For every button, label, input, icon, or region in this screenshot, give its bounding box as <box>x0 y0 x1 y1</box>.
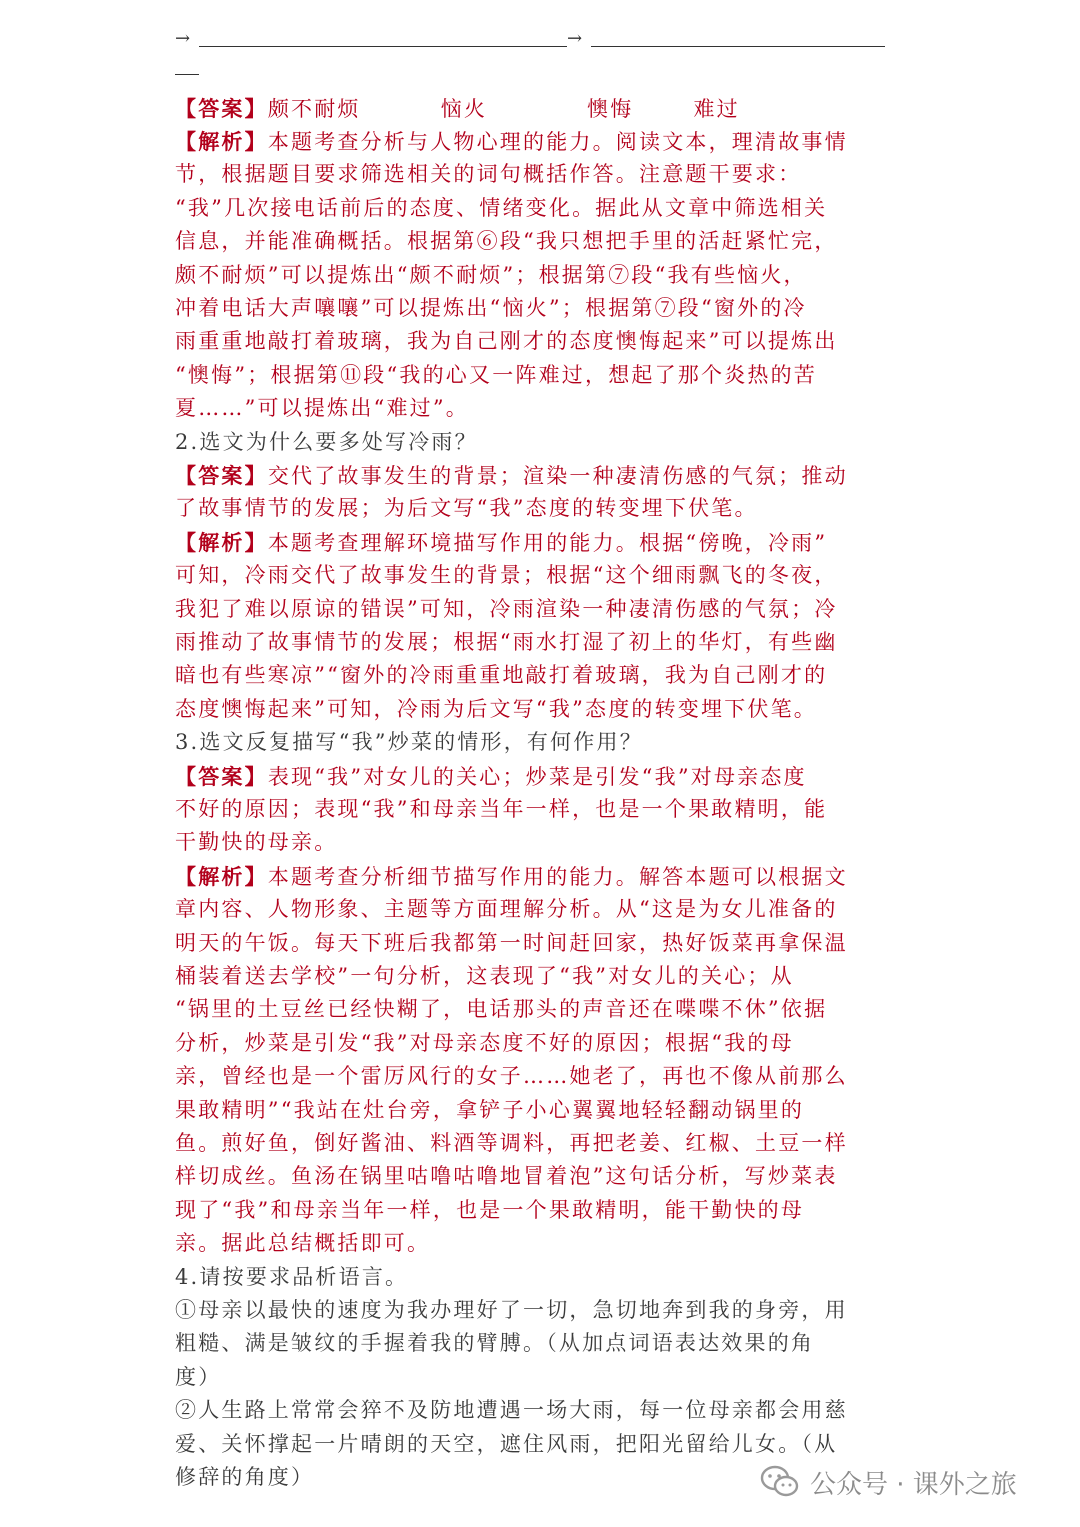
text-line <box>175 1027 887 1060</box>
text-line <box>175 192 887 225</box>
text-line <box>175 726 887 759</box>
line-text: 可知，冷雨交代了故事发生的背景；根据“这个细雨飘飞的冬夜， <box>175 563 838 588</box>
arrow-2: → <box>567 28 583 49</box>
text-line <box>175 1394 887 1427</box>
line-text: 我犯了难以原谅的错误”可知，冷雨渲染一种凄清伤感的气氛；冷 <box>175 596 838 621</box>
line-text: ②人生路上常常会猝不及防地遭遇一场大雨，每一位母亲都会用慈 <box>175 1398 848 1423</box>
text-line <box>175 1327 887 1360</box>
line-text: 4.请按要求品析语言。 <box>175 1264 409 1289</box>
line-text: 现了“我”和母亲当年一样，也是一个果敢精明，能干勤快的母 <box>175 1197 805 1222</box>
text-line <box>175 626 887 659</box>
line-tag: 【答案】 <box>175 763 268 789</box>
line-text: 爱、关怀撑起一片晴朗的天空，遮住风雨，把阳光留给儿女。（从 <box>175 1431 838 1456</box>
line-text: 不好的原因；表现“我”和母亲当年一样，也是一个果敢精明，能 <box>175 797 828 821</box>
blank-line-2 <box>591 46 885 47</box>
line-text: 明天的午饭。每天下班后我都第一时间赶回家，热好饭菜再拿保温 <box>175 930 848 955</box>
line-text: 鱼。煎好鱼，倒好酱油、料酒等调料，再把老姜、红椒、土豆一样 <box>175 1131 848 1155</box>
line-text: 亲，曾经也是一个雷厉风行的女子……她老了，再也不像从前那么 <box>175 1064 848 1089</box>
answer-blanks-row <box>175 28 887 58</box>
line-text: 暗也有些寒凉”“窗外的冷雨重重地敲打着玻璃，我为自己刚才的 <box>175 663 828 688</box>
line-tag: 【答案】 <box>175 463 268 488</box>
text-line <box>175 993 887 1026</box>
text-line <box>175 492 887 525</box>
text-line <box>175 1094 887 1127</box>
line-text: 本题考查理解环境描写作用的能力。根据“傍晚，冷雨” <box>267 530 828 555</box>
text-line <box>175 693 887 726</box>
line-text: ①母亲以最快的速度为我办理好了一切，急切地奔到我的身旁，用 <box>175 1298 848 1322</box>
line-text: 夏……”可以提炼出“难过”。 <box>175 396 470 421</box>
line-text: “懊悔”；根据第⑪段“我的心又一阵难过，想起了那个炎热的苦 <box>175 362 818 387</box>
arrow-1: → <box>175 28 191 49</box>
answer-tag: 【答案】 <box>175 96 268 121</box>
text-line <box>175 526 887 560</box>
text-line <box>175 593 887 626</box>
line-text: 表现“我”对女儿的关心；炒菜是引发“我”对母亲态度 <box>267 764 807 789</box>
line-tag: 【解析】 <box>175 129 268 154</box>
line-text: 果敢精明”“我站在灶台旁，拿铲子小心翼翼地轻轻翻动锅里的 <box>175 1097 805 1122</box>
answer-word-2: 恼火 <box>440 97 488 121</box>
text-line <box>175 893 887 926</box>
text-line <box>175 659 887 692</box>
line-text: 了故事情节的发展；为后文写“我”态度的转变埋下伏笔。 <box>175 496 758 521</box>
text-line <box>175 1261 887 1294</box>
text-line <box>175 793 887 826</box>
text-line <box>175 125 887 159</box>
line-text: 章内容、人物形象、主题等方面理解分析。从“这是为女儿准备的 <box>175 897 838 922</box>
line-tag: 【解析】 <box>175 863 268 889</box>
text-line <box>175 960 887 993</box>
text-line <box>175 760 887 794</box>
text-line <box>175 426 887 459</box>
line-text: 度） <box>175 1364 222 1389</box>
q1-answer-line <box>175 92 887 126</box>
answer-word-1: 颇不耐烦 <box>267 97 361 121</box>
text-line <box>175 259 887 292</box>
blank-line-1 <box>199 46 567 47</box>
text-line <box>175 1428 887 1461</box>
line-text: 信息，并能准确概括。根据第⑥段“我只想把手里的活赶紧忙完， <box>175 229 838 254</box>
text-line <box>175 459 887 493</box>
answer-word-4: 难过 <box>693 97 740 121</box>
line-tag: 【解析】 <box>175 529 268 555</box>
line-text: 3.选文反复描写“我”炒菜的情形，有何作用？ <box>175 730 643 755</box>
text-line <box>175 860 887 894</box>
text-line <box>175 1361 887 1394</box>
line-text: 粗糙、满是皱纹的手握着我的臂膊。（从加点词语表达效果的角 <box>175 1331 815 1356</box>
text-line <box>175 158 887 191</box>
wechat-icon <box>760 1465 800 1499</box>
line-text: 交代了故事发生的背景；渲染一种凄清伤感的气氛；推动 <box>267 464 848 488</box>
text-line <box>175 1060 887 1093</box>
line-text: 节，根据题目要求筛选相关的词句概括作答。注意题干要求： <box>175 162 802 187</box>
text-line <box>175 927 887 960</box>
line-text: 冲着电话大声嚷嚷”可以提炼出“恼火”；根据第⑦段“窗外的冷 <box>175 296 807 320</box>
line-text: 亲。据此总结概括即可。 <box>175 1231 431 1256</box>
line-text: 雨推动了故事情节的发展；根据“雨水打湿了初上的华灯，有些幽 <box>175 630 838 654</box>
text-line <box>175 359 887 392</box>
text-line <box>175 1227 887 1260</box>
line-text: 本题考查分析细节描写作用的能力。解答本题可以根据文 <box>267 864 848 889</box>
text-line <box>175 1194 887 1227</box>
watermark-text: 公众号 · 课外之旅 <box>810 1469 1017 1500</box>
line-text: 态度懊悔起来”可知，冷雨为后文写“我”态度的转变埋下伏笔。 <box>175 696 818 721</box>
line-text: 颇不耐烦”可以提炼出“颇不耐烦”；根据第⑦段“我有些恼火， <box>175 262 807 287</box>
text-line <box>175 1294 887 1327</box>
text-line <box>175 292 887 325</box>
text-line <box>175 1160 887 1193</box>
answer-word-3: 懊悔 <box>587 97 634 121</box>
line-text: 样切成丝。鱼汤在锅里咕噜咕噜地冒着泡”这句话分析，写炒菜表 <box>175 1164 838 1189</box>
line-text: 干勤快的母亲。 <box>175 830 338 855</box>
line-text: 修辞的角度） <box>175 1465 315 1489</box>
text-line <box>175 1127 887 1160</box>
line-text: 2.选文为什么要多处写冷雨？ <box>175 429 478 454</box>
text-line <box>175 225 887 258</box>
blank-line-3 <box>175 74 199 75</box>
line-text: 本题考查分析与人物心理的能力。阅读文本，理清故事情 <box>267 130 848 154</box>
text-line <box>175 559 887 592</box>
line-text: “锅里的土豆丝已经快糊了，电话那头的声音还在喋喋不休”依据 <box>175 997 828 1022</box>
line-text: 雨重重地敲打着玻璃，我为自己刚才的态度懊悔起来”可以提炼出 <box>175 329 838 354</box>
text-line <box>175 325 887 358</box>
text-line <box>175 392 887 425</box>
text-line <box>175 826 887 859</box>
watermark <box>760 1462 1017 1502</box>
line-text: 分析，炒菜是引发“我”对母亲态度不好的原因；根据“我的母 <box>175 1030 794 1055</box>
line-text: “我”几次接电话前后的态度、情绪变化。据此从文章中筛选相关 <box>175 195 828 220</box>
line-text: 桶装着送去学校”一句分析，这表现了“我”对女儿的关心；从 <box>175 964 794 988</box>
